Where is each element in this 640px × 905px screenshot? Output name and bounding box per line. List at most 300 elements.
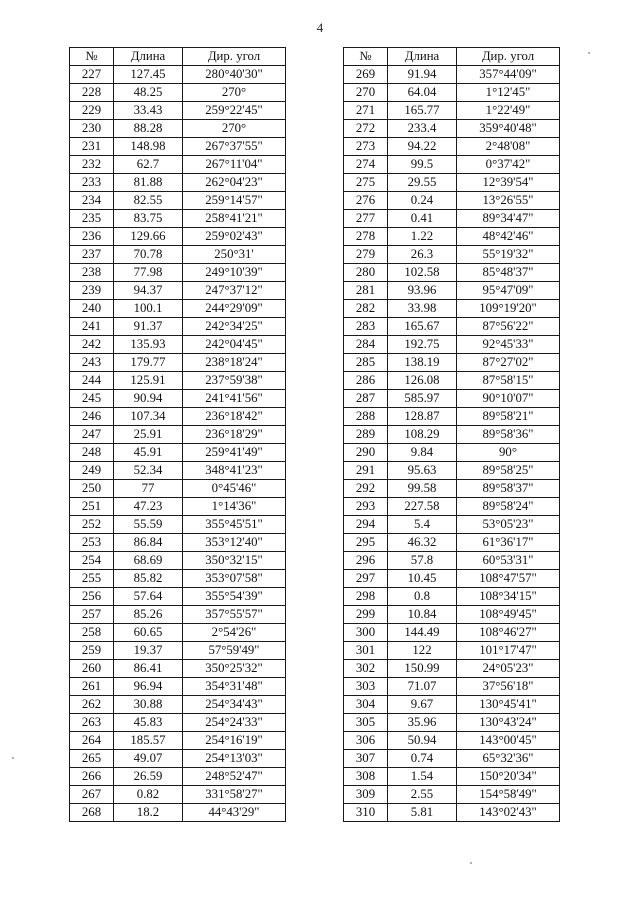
cell-length: 52.34 bbox=[114, 462, 183, 480]
cell-number: 235 bbox=[70, 210, 114, 228]
cell-length: 165.67 bbox=[388, 318, 457, 336]
table-row bbox=[344, 768, 560, 786]
cell-length: 50.94 bbox=[388, 732, 457, 750]
table-row bbox=[344, 516, 560, 534]
cell-number: 264 bbox=[70, 732, 114, 750]
cell-number: 265 bbox=[70, 750, 114, 768]
cell-length: 585.97 bbox=[388, 390, 457, 408]
cell-angle: 89°58'21" bbox=[457, 408, 560, 426]
cell-angle: 259°22'45" bbox=[183, 102, 286, 120]
cell-length: 165.77 bbox=[388, 102, 457, 120]
cell-number: 243 bbox=[70, 354, 114, 372]
cell-number: 270 bbox=[344, 84, 388, 102]
cell-length: 81.88 bbox=[114, 174, 183, 192]
cell-number: 240 bbox=[70, 300, 114, 318]
cell-number: 267 bbox=[70, 786, 114, 804]
table-row bbox=[70, 606, 286, 624]
cell-number: 256 bbox=[70, 588, 114, 606]
table-row bbox=[70, 372, 286, 390]
cell-length: 49.07 bbox=[114, 750, 183, 768]
cell-length: 85.26 bbox=[114, 606, 183, 624]
cell-angle: 85°48'37" bbox=[457, 264, 560, 282]
cell-number: 237 bbox=[70, 246, 114, 264]
cell-number: 286 bbox=[344, 372, 388, 390]
cell-length: 91.37 bbox=[114, 318, 183, 336]
cell-angle: 355°45'51" bbox=[183, 516, 286, 534]
cell-length: 35.96 bbox=[388, 714, 457, 732]
cell-length: 150.99 bbox=[388, 660, 457, 678]
table-row bbox=[344, 714, 560, 732]
cell-length: 0.41 bbox=[388, 210, 457, 228]
cell-length: 85.82 bbox=[114, 570, 183, 588]
cell-angle: 109°19'20" bbox=[457, 300, 560, 318]
table-row bbox=[70, 84, 286, 102]
cell-angle: 267°11'04" bbox=[183, 156, 286, 174]
cell-length: 68.69 bbox=[114, 552, 183, 570]
table-row bbox=[70, 66, 286, 84]
table-row bbox=[70, 768, 286, 786]
cell-length: 71.07 bbox=[388, 678, 457, 696]
table-row bbox=[344, 444, 560, 462]
cell-angle: 89°58'24" bbox=[457, 498, 560, 516]
cell-length: 93.96 bbox=[388, 282, 457, 300]
table-row bbox=[70, 786, 286, 804]
table-row bbox=[344, 210, 560, 228]
cell-length: 33.98 bbox=[388, 300, 457, 318]
cell-angle: 353°07'58" bbox=[183, 570, 286, 588]
cell-number: 305 bbox=[344, 714, 388, 732]
table-row bbox=[70, 588, 286, 606]
cell-length: 148.98 bbox=[114, 138, 183, 156]
cell-number: 289 bbox=[344, 426, 388, 444]
cell-number: 227 bbox=[70, 66, 114, 84]
cell-angle: 259°41'49" bbox=[183, 444, 286, 462]
cell-number: 300 bbox=[344, 624, 388, 642]
cell-length: 5.81 bbox=[388, 804, 457, 822]
cell-angle: 108°47'57" bbox=[457, 570, 560, 588]
cell-number: 230 bbox=[70, 120, 114, 138]
cell-number: 298 bbox=[344, 588, 388, 606]
cell-length: 9.67 bbox=[388, 696, 457, 714]
cell-length: 94.37 bbox=[114, 282, 183, 300]
table-row bbox=[344, 408, 560, 426]
cell-length: 0.74 bbox=[388, 750, 457, 768]
cell-length: 144.49 bbox=[388, 624, 457, 642]
table-row bbox=[70, 732, 286, 750]
table-row bbox=[70, 750, 286, 768]
cell-angle: 237°59'38" bbox=[183, 372, 286, 390]
cell-number: 269 bbox=[344, 66, 388, 84]
table-row bbox=[344, 426, 560, 444]
page-number: 4 bbox=[316, 20, 324, 35]
cell-number: 254 bbox=[70, 552, 114, 570]
table-row bbox=[70, 192, 286, 210]
cell-angle: 354°31'48" bbox=[183, 678, 286, 696]
cell-length: 99.5 bbox=[388, 156, 457, 174]
cell-angle: 90° bbox=[457, 444, 560, 462]
cell-length: 122 bbox=[388, 642, 457, 660]
cell-number: 295 bbox=[344, 534, 388, 552]
cell-angle: 242°04'45" bbox=[183, 336, 286, 354]
cell-number: 248 bbox=[70, 444, 114, 462]
cell-angle: 357°55'57" bbox=[183, 606, 286, 624]
cell-number: 285 bbox=[344, 354, 388, 372]
cell-number: 280 bbox=[344, 264, 388, 282]
table-row bbox=[70, 246, 286, 264]
cell-length: 127.45 bbox=[114, 66, 183, 84]
cell-length: 96.94 bbox=[114, 678, 183, 696]
cell-angle: 108°49'45" bbox=[457, 606, 560, 624]
table-row bbox=[344, 264, 560, 282]
cell-number: 253 bbox=[70, 534, 114, 552]
cell-angle: 236°18'42" bbox=[183, 408, 286, 426]
table-row bbox=[344, 192, 560, 210]
cell-angle: 244°29'09" bbox=[183, 300, 286, 318]
cell-angle: 1°22'49" bbox=[457, 102, 560, 120]
cell-length: 77.98 bbox=[114, 264, 183, 282]
coordinates-table-right bbox=[343, 47, 560, 822]
cell-length: 1.22 bbox=[388, 228, 457, 246]
table-row bbox=[70, 102, 286, 120]
cell-angle: 90°10'07" bbox=[457, 390, 560, 408]
cell-number: 260 bbox=[70, 660, 114, 678]
cell-angle: 238°18'24" bbox=[183, 354, 286, 372]
cell-angle: 87°58'15" bbox=[457, 372, 560, 390]
cell-number: 287 bbox=[344, 390, 388, 408]
table-row bbox=[70, 516, 286, 534]
cell-angle: 331°58'27" bbox=[183, 786, 286, 804]
table-row bbox=[70, 300, 286, 318]
table-row bbox=[70, 552, 286, 570]
header-length: Длина bbox=[114, 48, 183, 66]
table-row bbox=[344, 786, 560, 804]
cell-number: 229 bbox=[70, 102, 114, 120]
cell-number: 308 bbox=[344, 768, 388, 786]
cell-length: 26.59 bbox=[114, 768, 183, 786]
cell-length: 45.83 bbox=[114, 714, 183, 732]
cell-angle: 236°18'29" bbox=[183, 426, 286, 444]
table-row bbox=[344, 390, 560, 408]
cell-length: 33.43 bbox=[114, 102, 183, 120]
cell-angle: 259°14'57" bbox=[183, 192, 286, 210]
table-row bbox=[344, 642, 560, 660]
table-row bbox=[70, 120, 286, 138]
cell-angle: 0°37'42" bbox=[457, 156, 560, 174]
table-row bbox=[344, 318, 560, 336]
cell-number: 261 bbox=[70, 678, 114, 696]
cell-length: 99.58 bbox=[388, 480, 457, 498]
table-row bbox=[344, 750, 560, 768]
cell-length: 55.59 bbox=[114, 516, 183, 534]
coordinates-table-left bbox=[69, 47, 286, 822]
cell-angle: 1°12'45" bbox=[457, 84, 560, 102]
cell-length: 88.28 bbox=[114, 120, 183, 138]
cell-angle: 130°45'41" bbox=[457, 696, 560, 714]
cell-angle: 2°48'08" bbox=[457, 138, 560, 156]
cell-length: 83.75 bbox=[114, 210, 183, 228]
table-row bbox=[344, 246, 560, 264]
cell-angle: 0°45'46" bbox=[183, 480, 286, 498]
cell-length: 29.55 bbox=[388, 174, 457, 192]
cell-angle: 92°45'33" bbox=[457, 336, 560, 354]
cell-number: 241 bbox=[70, 318, 114, 336]
cell-number: 238 bbox=[70, 264, 114, 282]
cell-number: 228 bbox=[70, 84, 114, 102]
cell-length: 46.32 bbox=[388, 534, 457, 552]
table-row bbox=[70, 714, 286, 732]
cell-number: 275 bbox=[344, 174, 388, 192]
cell-length: 86.84 bbox=[114, 534, 183, 552]
cell-angle: 61°36'17" bbox=[457, 534, 560, 552]
table-row bbox=[344, 804, 560, 822]
table-row bbox=[70, 462, 286, 480]
table-row bbox=[70, 210, 286, 228]
table-row bbox=[344, 570, 560, 588]
cell-number: 294 bbox=[344, 516, 388, 534]
cell-number: 255 bbox=[70, 570, 114, 588]
cell-number: 244 bbox=[70, 372, 114, 390]
cell-length: 48.25 bbox=[114, 84, 183, 102]
cell-angle: 2°54'26" bbox=[183, 624, 286, 642]
scan-speck bbox=[470, 862, 472, 864]
cell-angle: 249°10'39" bbox=[183, 264, 286, 282]
cell-length: 90.94 bbox=[114, 390, 183, 408]
table-row bbox=[70, 624, 286, 642]
cell-number: 271 bbox=[344, 102, 388, 120]
cell-angle: 254°13'03" bbox=[183, 750, 286, 768]
cell-length: 10.84 bbox=[388, 606, 457, 624]
cell-angle: 355°54'39" bbox=[183, 588, 286, 606]
cell-number: 263 bbox=[70, 714, 114, 732]
table-row bbox=[344, 732, 560, 750]
cell-length: 0.8 bbox=[388, 588, 457, 606]
table-row bbox=[344, 552, 560, 570]
cell-number: 234 bbox=[70, 192, 114, 210]
cell-angle: 254°24'33" bbox=[183, 714, 286, 732]
cell-length: 94.22 bbox=[388, 138, 457, 156]
cell-angle: 357°44'09" bbox=[457, 66, 560, 84]
table-row bbox=[344, 282, 560, 300]
cell-angle: 280°40'30" bbox=[183, 66, 286, 84]
cell-angle: 89°34'47" bbox=[457, 210, 560, 228]
cell-number: 258 bbox=[70, 624, 114, 642]
table-row bbox=[70, 444, 286, 462]
table-row bbox=[344, 372, 560, 390]
cell-number: 272 bbox=[344, 120, 388, 138]
cell-angle: 89°58'36" bbox=[457, 426, 560, 444]
table-row bbox=[70, 282, 286, 300]
cell-length: 227.58 bbox=[388, 498, 457, 516]
table-row bbox=[70, 138, 286, 156]
cell-number: 279 bbox=[344, 246, 388, 264]
cell-length: 125.91 bbox=[114, 372, 183, 390]
cell-number: 297 bbox=[344, 570, 388, 588]
cell-angle: 13°26'55" bbox=[457, 192, 560, 210]
scan-speck bbox=[12, 757, 14, 759]
cell-number: 242 bbox=[70, 336, 114, 354]
cell-angle: 108°34'15" bbox=[457, 588, 560, 606]
cell-angle: 262°04'23" bbox=[183, 174, 286, 192]
table-row bbox=[344, 84, 560, 102]
cell-angle: 130°43'24" bbox=[457, 714, 560, 732]
cell-length: 233.4 bbox=[388, 120, 457, 138]
cell-angle: 267°37'55" bbox=[183, 138, 286, 156]
cell-angle: 350°32'15" bbox=[183, 552, 286, 570]
cell-angle: 57°59'49" bbox=[183, 642, 286, 660]
table-row bbox=[344, 228, 560, 246]
cell-length: 2.55 bbox=[388, 786, 457, 804]
cell-angle: 48°42'46" bbox=[457, 228, 560, 246]
header-number: № bbox=[344, 48, 388, 66]
cell-length: 192.75 bbox=[388, 336, 457, 354]
cell-length: 45.91 bbox=[114, 444, 183, 462]
scan-speck bbox=[588, 52, 590, 54]
cell-angle: 150°20'34" bbox=[457, 768, 560, 786]
cell-number: 306 bbox=[344, 732, 388, 750]
table-row bbox=[70, 264, 286, 282]
table-row bbox=[70, 390, 286, 408]
cell-length: 70.78 bbox=[114, 246, 183, 264]
cell-number: 309 bbox=[344, 786, 388, 804]
cell-number: 251 bbox=[70, 498, 114, 516]
cell-number: 276 bbox=[344, 192, 388, 210]
cell-angle: 60°53'31" bbox=[457, 552, 560, 570]
cell-number: 299 bbox=[344, 606, 388, 624]
table-row bbox=[70, 228, 286, 246]
cell-number: 302 bbox=[344, 660, 388, 678]
cell-length: 128.87 bbox=[388, 408, 457, 426]
cell-length: 57.64 bbox=[114, 588, 183, 606]
cell-angle: 89°58'25" bbox=[457, 462, 560, 480]
table-row bbox=[70, 498, 286, 516]
cell-number: 304 bbox=[344, 696, 388, 714]
table-row bbox=[70, 570, 286, 588]
table-row bbox=[344, 696, 560, 714]
header-length: Длина bbox=[388, 48, 457, 66]
cell-angle: 24°05'23" bbox=[457, 660, 560, 678]
cell-angle: 55°19'32" bbox=[457, 246, 560, 264]
table-row bbox=[344, 462, 560, 480]
cell-angle: 348°41'23" bbox=[183, 462, 286, 480]
table-row bbox=[344, 678, 560, 696]
cell-length: 129.66 bbox=[114, 228, 183, 246]
cell-angle: 37°56'18" bbox=[457, 678, 560, 696]
cell-angle: 259°02'43" bbox=[183, 228, 286, 246]
cell-angle: 258°41'21" bbox=[183, 210, 286, 228]
cell-length: 60.65 bbox=[114, 624, 183, 642]
cell-length: 108.29 bbox=[388, 426, 457, 444]
cell-length: 10.45 bbox=[388, 570, 457, 588]
cell-angle: 241°41'56" bbox=[183, 390, 286, 408]
cell-length: 91.94 bbox=[388, 66, 457, 84]
table-row bbox=[344, 156, 560, 174]
cell-length: 0.82 bbox=[114, 786, 183, 804]
cell-number: 259 bbox=[70, 642, 114, 660]
cell-number: 247 bbox=[70, 426, 114, 444]
cell-number: 273 bbox=[344, 138, 388, 156]
cell-length: 18.2 bbox=[114, 804, 183, 822]
cell-angle: 87°56'22" bbox=[457, 318, 560, 336]
table-row bbox=[70, 336, 286, 354]
cell-number: 301 bbox=[344, 642, 388, 660]
cell-number: 277 bbox=[344, 210, 388, 228]
cell-number: 268 bbox=[70, 804, 114, 822]
cell-number: 292 bbox=[344, 480, 388, 498]
cell-angle: 95°47'09" bbox=[457, 282, 560, 300]
table-row bbox=[344, 336, 560, 354]
table-row bbox=[70, 408, 286, 426]
table-row bbox=[70, 642, 286, 660]
cell-number: 283 bbox=[344, 318, 388, 336]
table-row bbox=[344, 138, 560, 156]
cell-number: 281 bbox=[344, 282, 388, 300]
cell-length: 64.04 bbox=[388, 84, 457, 102]
cell-length: 26.3 bbox=[388, 246, 457, 264]
table-row bbox=[344, 606, 560, 624]
cell-angle: 53°05'23" bbox=[457, 516, 560, 534]
cell-length: 102.58 bbox=[388, 264, 457, 282]
cell-length: 57.8 bbox=[388, 552, 457, 570]
cell-length: 62.7 bbox=[114, 156, 183, 174]
cell-number: 266 bbox=[70, 768, 114, 786]
cell-length: 95.63 bbox=[388, 462, 457, 480]
cell-angle: 12°39'54" bbox=[457, 174, 560, 192]
cell-angle: 247°37'12" bbox=[183, 282, 286, 300]
table-row bbox=[70, 696, 286, 714]
cell-number: 236 bbox=[70, 228, 114, 246]
cell-angle: 250°31' bbox=[183, 246, 286, 264]
cell-angle: 154°58'49" bbox=[457, 786, 560, 804]
cell-length: 19.37 bbox=[114, 642, 183, 660]
cell-number: 262 bbox=[70, 696, 114, 714]
table-row bbox=[344, 354, 560, 372]
cell-length: 100.1 bbox=[114, 300, 183, 318]
cell-number: 257 bbox=[70, 606, 114, 624]
table-header-row bbox=[70, 48, 286, 66]
cell-length: 30.88 bbox=[114, 696, 183, 714]
table-row bbox=[70, 156, 286, 174]
cell-number: 239 bbox=[70, 282, 114, 300]
table-row bbox=[344, 66, 560, 84]
cell-number: 231 bbox=[70, 138, 114, 156]
header-angle: Дир. угол bbox=[183, 48, 286, 66]
table-row bbox=[70, 678, 286, 696]
cell-angle: 359°40'48" bbox=[457, 120, 560, 138]
cell-angle: 353°12'40" bbox=[183, 534, 286, 552]
cell-angle: 270° bbox=[183, 120, 286, 138]
cell-number: 274 bbox=[344, 156, 388, 174]
table-row bbox=[344, 102, 560, 120]
table-row bbox=[70, 480, 286, 498]
table-row bbox=[70, 660, 286, 678]
cell-number: 282 bbox=[344, 300, 388, 318]
table-row bbox=[70, 804, 286, 822]
cell-angle: 270° bbox=[183, 84, 286, 102]
cell-angle: 87°27'02" bbox=[457, 354, 560, 372]
cell-length: 5.4 bbox=[388, 516, 457, 534]
cell-number: 246 bbox=[70, 408, 114, 426]
table-row bbox=[344, 480, 560, 498]
cell-length: 9.84 bbox=[388, 444, 457, 462]
cell-angle: 65°32'36" bbox=[457, 750, 560, 768]
table-row bbox=[344, 498, 560, 516]
cell-length: 107.34 bbox=[114, 408, 183, 426]
cell-number: 307 bbox=[344, 750, 388, 768]
cell-number: 296 bbox=[344, 552, 388, 570]
cell-angle: 143°02'43" bbox=[457, 804, 560, 822]
cell-number: 278 bbox=[344, 228, 388, 246]
table-row bbox=[70, 534, 286, 552]
